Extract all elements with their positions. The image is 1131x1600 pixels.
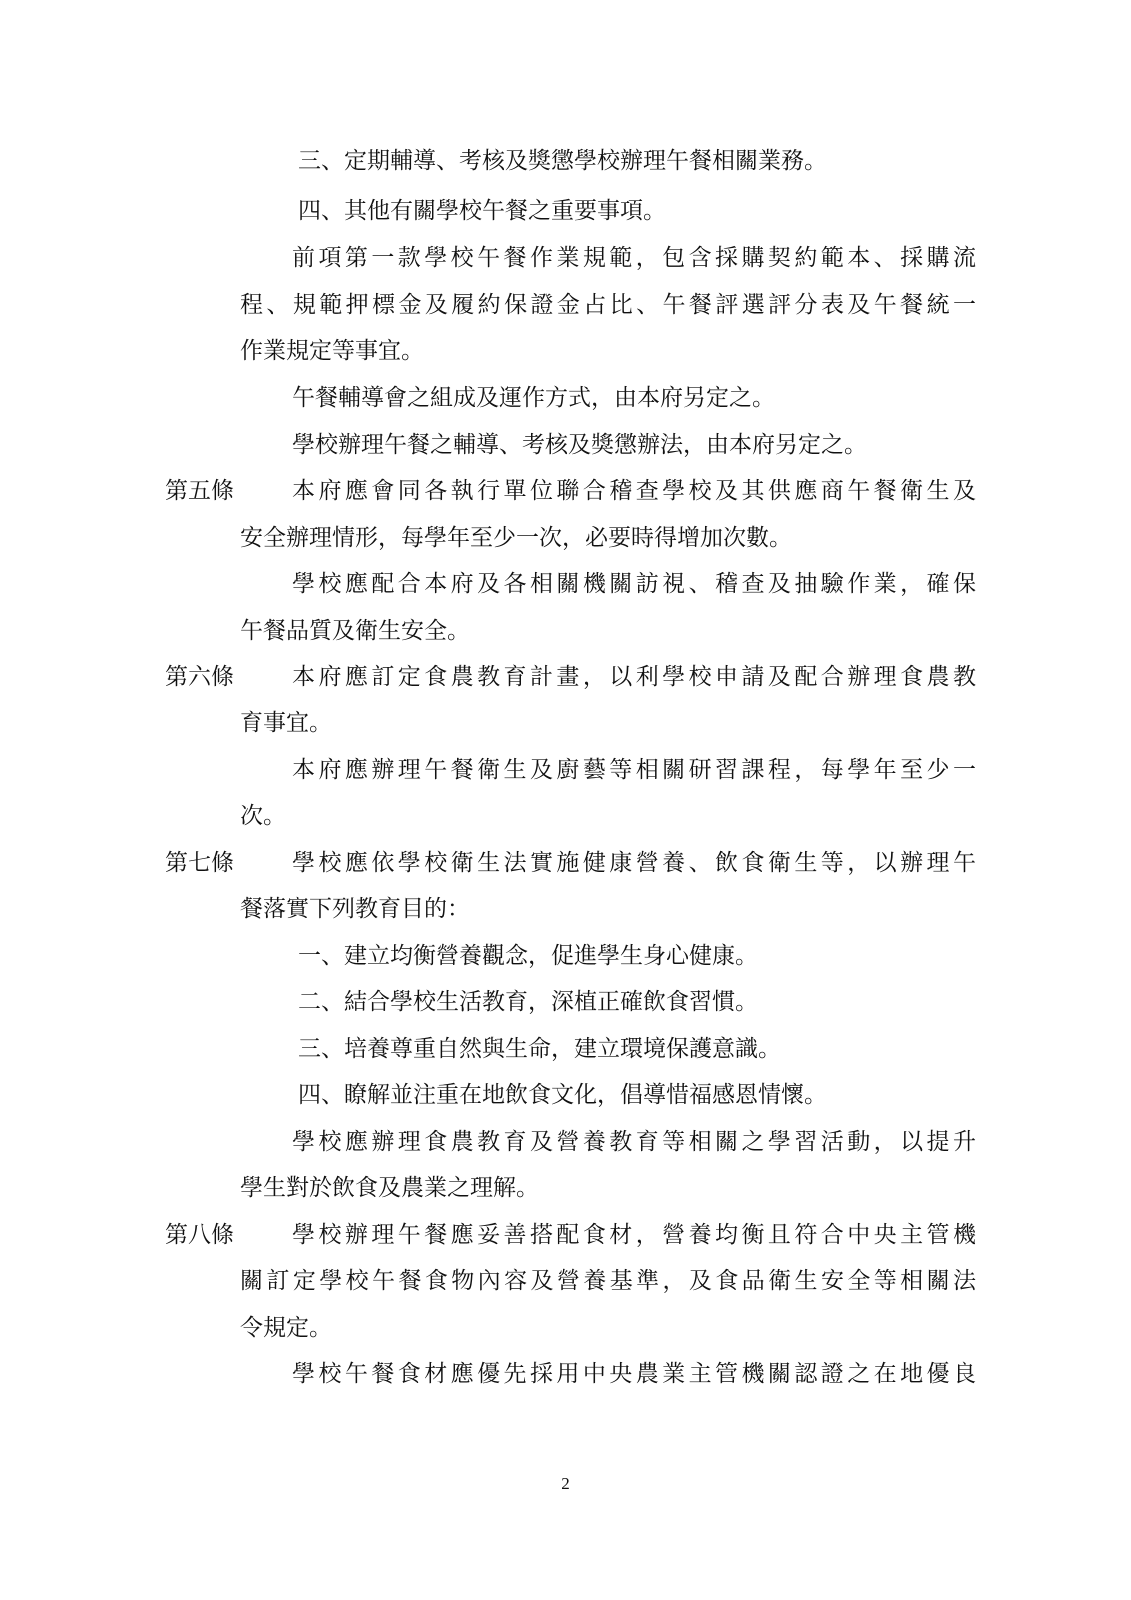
paragraph-line: 本府應訂定食農教育計畫，以利學校申請及配合辦理食農教 bbox=[292, 664, 976, 690]
paragraph-line: 午餐品質及衛生安全。 bbox=[240, 618, 470, 644]
paragraph-line: 餐落實下列教育目的： bbox=[240, 896, 470, 922]
list-item: 三、定期輔導、考核及獎懲學校辦理午餐相關業務。 bbox=[298, 148, 827, 174]
article-label-7: 第七條 bbox=[165, 850, 234, 876]
paragraph-line: 學校應依學校衛生法實施健康營養、飲食衛生等，以辦理午 bbox=[292, 850, 976, 876]
paragraph-line: 學校午餐食材應優先採用中央農業主管機關認證之在地優良 bbox=[292, 1361, 976, 1387]
paragraph-line: 作業規定等事宜。 bbox=[240, 338, 424, 364]
list-item: 二、結合學校生活教育，深植正確飲食習慣。 bbox=[298, 989, 758, 1015]
page-number: 2 bbox=[561, 1474, 570, 1493]
paragraph-line: 程、規範押標金及履約保證金占比、午餐評選評分表及午餐統一 bbox=[240, 292, 976, 318]
paragraph-line: 學校應配合本府及各相關機關訪視、稽查及抽驗作業，確保 bbox=[292, 571, 976, 597]
paragraph-line: 本府應會同各執行單位聯合稽查學校及其供應商午餐衛生及 bbox=[292, 478, 976, 504]
paragraph-line: 育事宜。 bbox=[240, 710, 332, 736]
paragraph-line: 前項第一款學校午餐作業規範，包含採購契約範本、採購流 bbox=[292, 245, 976, 271]
article-label-6: 第六條 bbox=[165, 664, 234, 690]
paragraph-line: 學校應辦理食農教育及營養教育等相關之學習活動，以提升 bbox=[292, 1129, 976, 1155]
paragraph-line: 關訂定學校午餐食物內容及營養基準，及食品衛生安全等相關法 bbox=[240, 1268, 976, 1294]
article-label-5: 第五條 bbox=[165, 478, 234, 504]
list-item: 一、建立均衡營養觀念，促進學生身心健康。 bbox=[298, 943, 758, 969]
paragraph-line: 安全辦理情形，每學年至少一次，必要時得增加次數。 bbox=[240, 525, 792, 551]
paragraph-line: 學校辦理午餐之輔導、考核及獎懲辦法，由本府另定之。 bbox=[292, 432, 867, 458]
paragraph-line: 本府應辦理午餐衛生及廚藝等相關研習課程，每學年至少一 bbox=[292, 757, 976, 783]
paragraph-line: 學校辦理午餐應妥善搭配食材，營養均衡且符合中央主管機 bbox=[292, 1222, 976, 1248]
paragraph-line: 令規定。 bbox=[240, 1315, 332, 1341]
paragraph-line: 次。 bbox=[240, 803, 286, 829]
list-item: 四、其他有關學校午餐之重要事項。 bbox=[298, 198, 666, 224]
list-item: 三、培養尊重自然與生命，建立環境保護意識。 bbox=[298, 1036, 781, 1062]
list-item: 四、瞭解並注重在地飲食文化，倡導惜福感恩情懷。 bbox=[298, 1082, 827, 1108]
article-label-8: 第八條 bbox=[165, 1222, 234, 1248]
paragraph-line: 午餐輔導會之組成及運作方式，由本府另定之。 bbox=[292, 385, 775, 411]
paragraph-line: 學生對於飲食及農業之理解。 bbox=[240, 1175, 539, 1201]
